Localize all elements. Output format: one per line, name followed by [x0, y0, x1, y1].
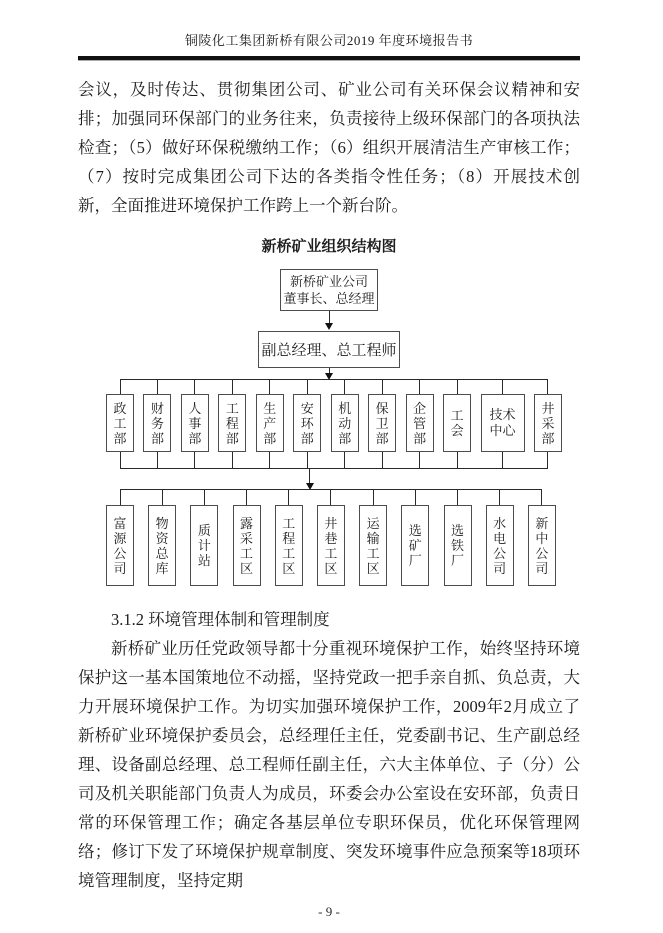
org-box-label: 新中公司	[535, 515, 549, 576]
connector-stub	[232, 452, 233, 468]
org-box-label: 安环部	[300, 400, 314, 446]
org-cell	[181, 379, 209, 468]
org-cell	[368, 379, 396, 468]
unit-row	[106, 489, 556, 586]
org-box-label: 水电公司	[493, 515, 507, 576]
page-number: - 9 -	[318, 904, 340, 919]
org-cell	[443, 379, 471, 468]
org-cell	[481, 379, 525, 468]
connector-stub	[120, 452, 121, 468]
org-box-label: 工程部	[225, 400, 239, 446]
connector-stub	[307, 379, 308, 394]
connector-stub	[382, 379, 383, 394]
org-cell	[444, 489, 472, 586]
connector-stub	[502, 452, 503, 468]
org-cell	[275, 489, 303, 586]
org-box-label: 选矿厂	[408, 523, 422, 568]
org-box-department	[534, 394, 562, 452]
org-box-label: 井采部	[541, 400, 555, 446]
org-cell	[359, 489, 387, 586]
connector-stub	[547, 452, 548, 468]
connector-stub	[120, 489, 121, 505]
header-rule	[78, 56, 580, 61]
org-box-department	[331, 394, 359, 452]
connector-stub	[457, 379, 458, 394]
org-cell	[406, 379, 434, 468]
org-cell	[331, 379, 359, 468]
connector-stub	[288, 489, 289, 505]
connector-stub	[457, 452, 458, 468]
connector-stub	[157, 379, 158, 394]
department-row	[106, 379, 562, 468]
org-cell	[190, 489, 218, 586]
section-heading: 3.1.2 环境管理体制和管理制度	[111, 610, 330, 629]
org-cell	[233, 489, 261, 586]
page-footer	[78, 904, 580, 920]
org-cell	[143, 379, 171, 468]
connector-stub	[344, 452, 345, 468]
paragraph-1: 会议，及时传达、贯彻集团公司、矿业公司有关环保会议精神和安排；加强同环保部门的业务往来，负责接待上级环保部门的各项执法检查；（5）做好环保税缴纳工作；（6）组织开展清洁生产审核工作；（7）按时完成集团公司下达的各类指令性任务；（8）开展技术创新，全面推进环境保护工作跨上一个新台阶。	[78, 80, 580, 215]
connector-stub	[330, 489, 331, 505]
connector-stub	[382, 452, 383, 468]
org-box-deputy	[258, 331, 400, 368]
connector-stub	[415, 489, 416, 505]
connector-stub	[162, 489, 163, 505]
org-cell	[528, 489, 556, 586]
org-cell	[106, 489, 134, 586]
org-cell	[293, 379, 321, 468]
connector-line	[309, 468, 310, 484]
connector-stub	[232, 379, 233, 394]
header-title: 铜陵化工集团新桥有限公司2019 年度环境报告书	[184, 33, 474, 48]
org-box-department	[106, 394, 134, 452]
org-box-unit	[106, 505, 134, 586]
connector-stub	[204, 489, 205, 505]
org-box-label: 富源公司	[113, 515, 127, 576]
org-box-unit	[486, 505, 514, 586]
connector-stub	[419, 379, 420, 394]
org-box-label: 机动部	[338, 400, 352, 446]
connector-stub	[499, 489, 500, 505]
org-box-unit	[444, 505, 472, 586]
org-cell	[148, 489, 176, 586]
org-cell	[106, 379, 134, 468]
org-box-label: 保卫部	[375, 400, 389, 446]
connector-stub	[246, 489, 247, 505]
connector-stub	[307, 452, 308, 468]
org-box-department	[406, 394, 434, 452]
connector-stub	[157, 452, 158, 468]
org-box-label: 物资总库	[155, 515, 169, 576]
org-box-department	[218, 394, 246, 452]
connector-stub	[547, 379, 548, 394]
connector-stub	[269, 379, 270, 394]
org-box-label: 企管部	[413, 400, 427, 446]
org-box-unit	[317, 505, 345, 586]
org-cell	[401, 489, 429, 586]
org-box-label: 财务部	[150, 400, 164, 446]
org-box-label: 选铁厂	[450, 523, 464, 568]
org-cell	[218, 379, 246, 468]
connector-stub	[419, 452, 420, 468]
connector-stub	[344, 379, 345, 394]
org-box-department	[143, 394, 171, 452]
org-box-label: 人事部	[188, 400, 202, 446]
org-box-unit	[275, 505, 303, 586]
page-content	[78, 0, 580, 920]
org-chart	[78, 259, 580, 593]
org-box-department	[443, 394, 471, 452]
org-box-unit	[401, 505, 429, 586]
connector-bus-middle	[120, 468, 548, 469]
org-root-line1: 新桥矿业公司	[289, 274, 368, 289]
org-box-department	[293, 394, 321, 452]
org-deputy-label: 副总经理、总工程师	[261, 343, 397, 359]
org-box-unit	[148, 505, 176, 586]
arrow-down-icon	[325, 323, 333, 330]
org-box-label: 露采工区	[240, 515, 254, 576]
org-chart-title: 新桥矿业组织结构图	[261, 239, 397, 255]
org-box-label: 技术中心	[489, 407, 516, 438]
org-box-label: 政工部	[113, 400, 127, 446]
connector-stub	[541, 489, 542, 505]
org-box-department	[181, 394, 209, 452]
org-box-label: 工程工区	[282, 515, 296, 576]
connector-stub	[373, 489, 374, 505]
connector-stub	[120, 379, 121, 394]
connector-stub	[502, 379, 503, 394]
org-box-label: 井巷工区	[324, 515, 338, 576]
connector-stub	[194, 379, 195, 394]
org-box-department	[368, 394, 396, 452]
org-cell	[534, 379, 562, 468]
org-box-label: 生产部	[263, 400, 277, 446]
org-cell	[486, 489, 514, 586]
org-box-label: 运输工区	[366, 515, 380, 576]
org-root-line2: 董事长、总经理	[283, 291, 375, 306]
org-box-label: 工会	[450, 408, 464, 438]
org-box-unit	[233, 505, 261, 586]
org-box-department	[481, 394, 525, 452]
org-cell	[256, 379, 284, 468]
org-box-label: 质计站	[197, 523, 211, 568]
org-box-unit	[528, 505, 556, 586]
paragraph-2: 新桥矿业历任党政领导都十分重视环境保护工作，始终坚持环境保护这一基本国策地位不动摇，坚持党政一把手亲自抓、负总责，大力开展环境保护工作。为切实加强环境保护工作，2009年2月成立了新桥矿业环境保护委员会，总经理任主任，党委副书记、生产副总经理、设备副总经理、总工程师任副主任，六大主体单位、子（分）公司及机关职能部门负责人为成员，环委会办公室设在安环部，负责日常的环保管理工作；确定各基层单位专职环保员，优化环保管理网络；修订下发了环境保护规章制度、突发环境事件应急预案等18项环境管理制度，坚持定期	[78, 639, 580, 890]
org-box-root	[280, 269, 378, 311]
connector-stub	[269, 452, 270, 468]
connector-stub	[194, 452, 195, 468]
connector-stub	[457, 489, 458, 505]
org-cell	[317, 489, 345, 586]
org-box-unit	[359, 505, 387, 586]
org-box-department	[256, 394, 284, 452]
org-box-unit	[190, 505, 218, 586]
